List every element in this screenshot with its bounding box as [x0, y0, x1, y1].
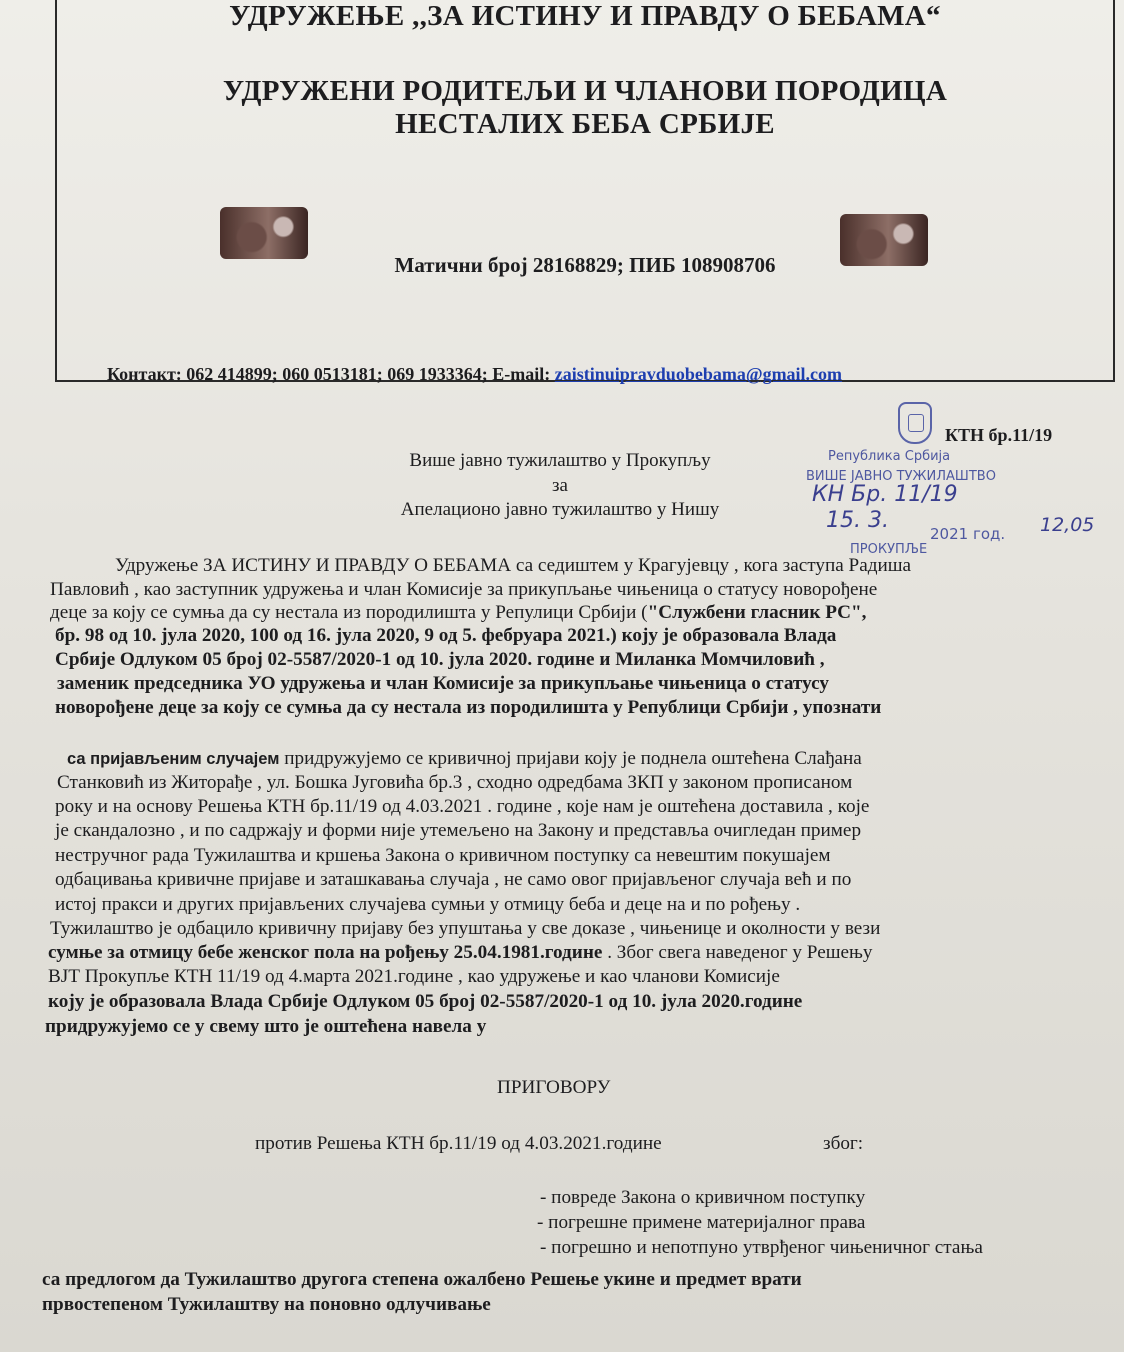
objection-title: ПРИГОВОРУ: [497, 1077, 611, 1098]
stamp-handwritten-time: 12,05: [1040, 514, 1095, 536]
reason-2: - погрешне примене материјалног права: [537, 1212, 866, 1233]
contact-email-link[interactable]: zaistinuipravduobebama@gmail.com: [554, 364, 843, 384]
para2-line-10: ВЈТ Прокупље КТН 11/19 од 4.марта 2021.године , као удружење и као чланови Комисије: [48, 966, 780, 987]
para1-line-2: Павловић , као заступник удружења и члан Комисије за прикупљање чињеница о статусу новорођене: [50, 579, 878, 600]
para2-line-7: истој пракси и других пријављених случајева сумњи у отмицу беба и деце на и по рођењу .: [55, 894, 801, 915]
objection-against: против Решења КТН бр.11/19 од 4.03.2021.године: [255, 1133, 662, 1154]
registration-numbers: Матични број 28168829; ПИБ 108908706: [394, 253, 776, 277]
stamp-handwritten-date: 15. 3.: [826, 508, 889, 533]
reported-case-phrase: са пријављеним случајем: [67, 750, 280, 768]
coat-of-arms-icon: [898, 402, 932, 444]
stamp-line-office: ВИШЕ ЈАВНО ТУЖИЛАШТВО: [806, 469, 996, 484]
letterhead-subtitle-2: НЕСТАЛИХ БЕБА СРБИЈЕ: [395, 108, 775, 140]
stamp-year: 2021 год.: [930, 525, 1006, 543]
addressee-line-2: за: [552, 475, 568, 496]
contact-phones: Контакт: 062 414899; 060 0513181; 069 1933364; E-mail:: [107, 364, 555, 384]
para1-line-4: бр. 98 од 10. јула 2020, 100 од 16. јула 2020, 9 од 5. фебруара 2021.) коју је образовала Влада: [55, 625, 837, 646]
para2-line-9: сумње за отмицу бебе женског пола на рођењу 25.04.1981.године . Због свега наведеног у Решењу: [48, 942, 873, 963]
para2-line-11: коју је образовала Влада Србије Одлуком 05 број 02-5587/2020-1 од 10. јула 2020.године: [48, 991, 803, 1012]
reason-3: - погрешно и непотпуно утврђеног чињеничног стања: [540, 1237, 983, 1258]
para1-line-3: деце за коју се сумња да су нестала из породилишта у Репулици Србији ("Службени гласник РС",: [50, 602, 867, 623]
para2-line-5: нестручног рада Тужилаштва и кршења Закона о кривичном поступку са невештим покушајем: [55, 845, 831, 866]
para2-line-1: са пријављеним случајем придружујемо се кривичној пријави коју је поднела оштећена Слађана: [67, 748, 862, 769]
contact-line: [107, 364, 842, 385]
letterhead-subtitle-1: УДРУЖЕНИ РОДИТЕЉИ И ЧЛАНОВИ ПОРОДИЦА: [222, 75, 948, 107]
because-label: због:: [823, 1133, 864, 1154]
gazette-reference: "Службени гласник РС",: [647, 602, 867, 623]
stamp-line-republic: Република Србија: [828, 449, 951, 464]
para2-line-6: одбацивања кривичне пријаве и заташкавања случаја , не само овог пријављеног случаја већ и по: [55, 869, 852, 890]
para1-line-5: Србије Одлуком 05 број 02-5587/2020-1 од 10. јула 2020. године и Миланка Момчиловић ,: [55, 649, 825, 670]
baby-photo-left: [220, 207, 308, 259]
para2-line-2: Станковић из Житорађе , ул. Бошка Југовића бр.3 , сходно одредбама ЗКП у законом прописаном: [57, 772, 853, 793]
stamp-handwritten-number: КН Бр. 11/19: [812, 482, 958, 507]
para1-line-1: Удружење ЗА ИСТИНУ И ПРАВДУ О БЕБАМА са седиштем у Крагујевцу , кога заступа Радиша: [115, 555, 912, 576]
letterhead-box: [55, 0, 1115, 382]
para2-line-4: је скандалозно , и по садржају и форми није утемељено на Закону и представља очигледан пример: [55, 820, 862, 841]
para1-line-7: новорођене деце за коју се сумња да су нестала из породилишта у Републици Србији , упознати: [55, 697, 882, 718]
reference-number: КТН бр.11/19: [945, 425, 1053, 445]
para2-line-12: придружујемо се у свему што је оштећена навела у: [45, 1016, 487, 1037]
para1-line-6: заменик председника УО удружења и члан Комисије за прикупљање чињеница о статусу: [57, 673, 829, 694]
para2-line-3: року и на основу Решења КТН бр.11/19 од 4.03.2021 . године , које нам је оштећена доставила , које: [55, 796, 870, 817]
stamp-city: ПРОКУПЉЕ: [850, 542, 928, 557]
closing-line-1: са предлогом да Тужилаштво другога степена ожалбено Решење укине и предмет врати: [42, 1269, 802, 1290]
para2-line-8: Тужилаштво је одбацило кривичну пријаву без упуштања у све доказе , чињенице и околности у вези: [50, 918, 881, 939]
birth-date-phrase: сумње за отмицу бебе женског пола на рођењу 25.04.1981.године: [48, 942, 603, 963]
reason-1: - повреде Закона о кривичном поступку: [540, 1187, 866, 1208]
addressee-line-3: Апелационо јавно тужилаштво у Нишу: [400, 499, 720, 520]
closing-line-2: првостепеном Тужилаштву на поновно одлучивање: [42, 1294, 491, 1315]
addressee-line-1: Више јавно тужилаштво у Прокупљу: [409, 450, 711, 471]
association-title: УДРУЖЕЊЕ ,,ЗА ИСТИНУ И ПРАВДУ О БЕБАМА“: [229, 0, 941, 32]
